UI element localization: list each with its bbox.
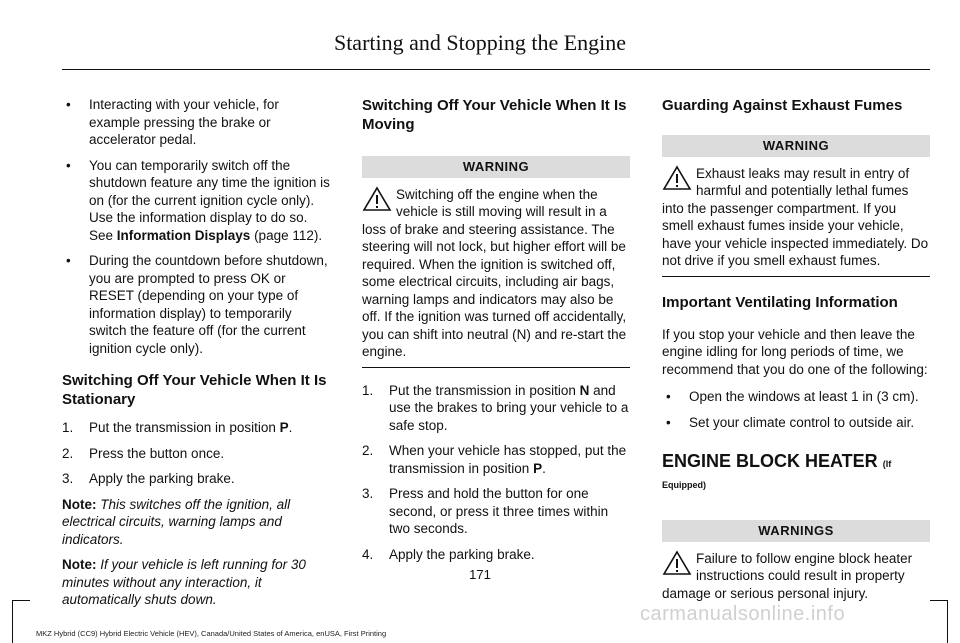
bullet-marker: • — [66, 97, 71, 112]
step-text: Press the button once. — [89, 445, 225, 461]
step-item — [362, 485, 630, 538]
list-item — [62, 157, 330, 245]
note-label: Note: — [62, 496, 97, 512]
warning-triangle-icon — [662, 165, 692, 191]
warning-divider — [362, 367, 630, 368]
warning-triangle-icon — [362, 186, 392, 212]
bullet-marker: • — [666, 389, 671, 404]
step-item — [62, 445, 330, 463]
step-number: 2. — [62, 445, 74, 461]
section-heading: Switching Off Your Vehicle When It Is Stationary — [62, 372, 327, 408]
step-emphasis: N — [579, 382, 590, 398]
step-number: 4. — [362, 546, 374, 562]
column-middle — [362, 96, 630, 571]
warning-divider — [662, 276, 930, 277]
step-item — [362, 442, 630, 477]
list-item — [62, 96, 330, 149]
step-item — [62, 419, 330, 437]
step-text-end: . — [542, 460, 546, 476]
column-right — [662, 96, 930, 602]
warnings-label: WARNINGS — [662, 520, 930, 542]
major-section-title — [662, 453, 930, 494]
warning-label: WARNING — [362, 156, 630, 178]
step-number: 2. — [362, 443, 374, 458]
step-text-end: . — [288, 420, 293, 435]
crop-mark — [930, 600, 948, 601]
warning-box — [662, 165, 930, 270]
step-text-end: and use the brakes to bring your vehicle to a safe stop. — [389, 382, 629, 433]
section-heading: Important Ventilating Information — [662, 293, 898, 311]
warning-box — [362, 186, 630, 361]
step-number: 1. — [362, 382, 374, 398]
step-text: Put the transmission in position — [389, 382, 580, 398]
step-number: 3. — [362, 486, 374, 501]
major-section-title-text: ENGINE BLOCK HEATER — [662, 451, 878, 471]
step-text: When your vehicle has stopped, put the transmission in position — [389, 443, 627, 476]
major-section-suffix: (If Equipped) — [662, 459, 892, 490]
column-left — [62, 96, 330, 617]
list-item-text: Set your climate control to outside air. — [689, 414, 915, 430]
list-item-text: Interacting with your vehicle, for example pressing the brake or accelerator pedal. — [89, 97, 279, 147]
list-item — [662, 414, 930, 432]
step-number: 1. — [62, 420, 74, 435]
list-item — [62, 252, 330, 357]
step-text: Apply the parking brake. — [89, 471, 235, 486]
page-number: 171 — [469, 567, 491, 582]
crop-mark — [12, 600, 30, 601]
note-text: If your vehicle is left running for 30 minutes without any interaction, it automatically shuts down. — [62, 557, 306, 607]
warning-label: WARNING — [662, 135, 930, 157]
section-heading: Switching Off Your Vehicle When It Is Moving — [362, 97, 627, 133]
step-text: Press and hold the button for one second, or press it three times within two seconds. — [389, 486, 609, 536]
paragraph: If you stop your vehicle and then leave the engine idling for long periods of time, we recommend that you do one of the following: — [662, 326, 928, 377]
warning-text: Switching off the engine when the vehicle is still moving will result in a loss of brake and steering assistance. The steering will not lock, but higher effort will be required. When the ignition is switched off, some electrical circuits, including air bags, warning lamps and indicators may also be off. If the ignition was turned off accidentally, you can shift into neutral (N) and re-start the engine. — [362, 186, 627, 359]
bullet-marker: • — [66, 253, 71, 268]
step-emphasis: P — [533, 460, 543, 476]
page-reference: (page 112). — [250, 227, 323, 243]
crop-mark — [12, 600, 13, 643]
step-item — [362, 546, 630, 564]
footer-text: MKZ Hybrid (CC9) Hybrid Electric Vehicle (HEV), Canada/United States of America, enUSA, First Printing — [36, 629, 387, 638]
bullet-marker: • — [666, 414, 671, 430]
watermark: carmanualsonline.info — [640, 603, 846, 625]
note-label: Note: — [62, 557, 97, 572]
note — [62, 496, 330, 549]
warning-text: Exhaust leaks may result in entry of harmful and potentially lethal fumes into the passenger compartment. If you smell exhaust fumes inside your vehicle, have your vehicle inspected immediately. Do not drive if you smell exhaust fumes. — [662, 165, 929, 268]
cross-reference-link[interactable]: Information Displays — [116, 227, 251, 243]
step-item — [62, 470, 330, 488]
crop-mark — [947, 600, 948, 643]
step-number: 3. — [62, 471, 74, 486]
bullet-marker: • — [66, 157, 71, 173]
step-item — [362, 382, 630, 435]
list-item-text: You can temporarily switch off the shutdown feature any time the ignition is on (for the current ignition cycle only). Use the information display to do so. See — [89, 157, 330, 243]
header-divider — [62, 69, 930, 70]
step-text: Put the transmission in position — [89, 420, 280, 435]
note-text: This switches off the ignition, all electrical circuits, warning lamps and indicators. — [62, 496, 291, 547]
warning-text: Failure to follow engine block heater instructions could result in property damage or serious personal injury. — [662, 550, 913, 601]
step-text: Apply the parking brake. — [389, 546, 535, 562]
step-emphasis: P — [279, 420, 289, 435]
page-title: Starting and Stopping the Engine — [333, 30, 627, 55]
list-item — [662, 388, 930, 406]
list-item-text: During the countdown before shutdown, you are prompted to press OK or RESET (depending on your type of information display) to temporarily switch the feature off (for the current ignition cycle only). — [89, 253, 328, 356]
list-item-text: Open the windows at least 1 in (3 cm). — [689, 389, 919, 404]
section-heading: Guarding Against Exhaust Fumes — [662, 97, 903, 114]
